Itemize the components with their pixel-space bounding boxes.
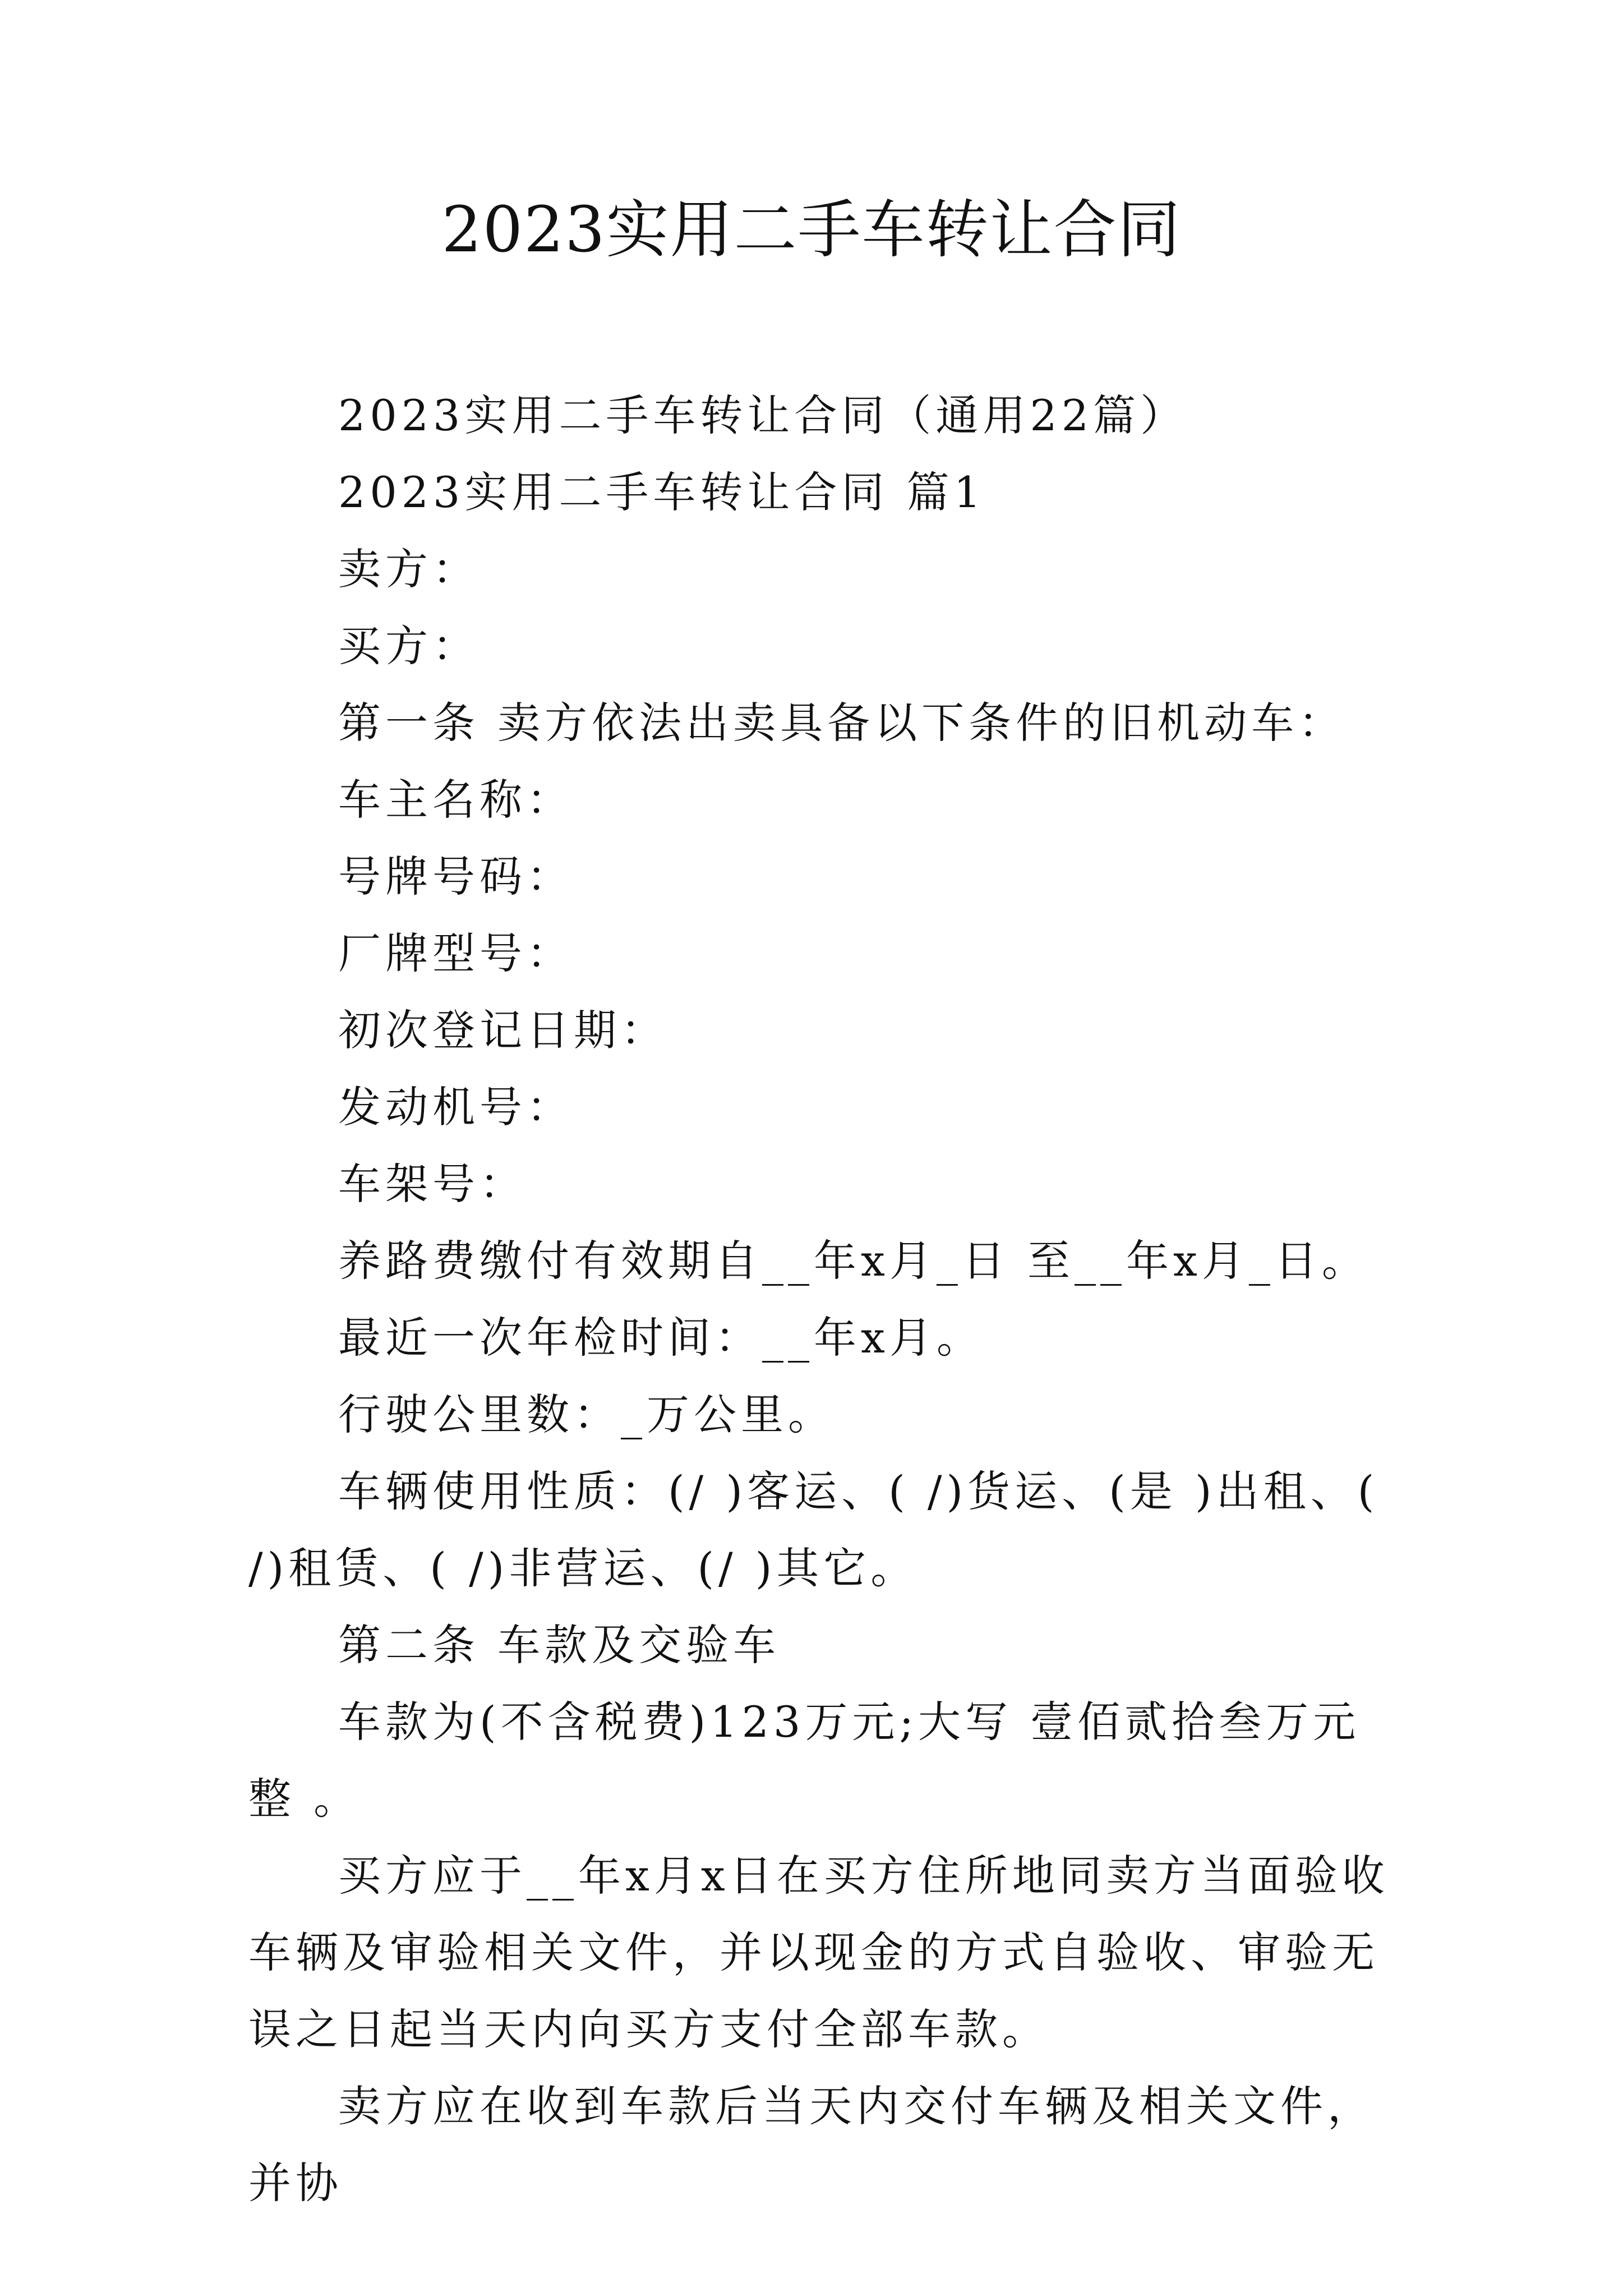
paragraph-article-2: 第二条 车款及交验车 <box>338 1620 781 1670</box>
paragraph-seller: 卖方： <box>338 544 479 594</box>
document-body <box>248 377 1393 2221</box>
paragraph-frame-number: 车架号： <box>338 1159 527 1209</box>
paragraph-article-1: 第一条 卖方依法出卖具备以下条件的旧机动车： <box>338 698 1346 748</box>
document-title: 2023实用二手车转让合同 <box>441 194 1182 266</box>
paragraph-engine-number: 发动机号： <box>338 1082 574 1132</box>
paragraph-brand-model: 厂牌型号： <box>338 928 574 978</box>
paragraph-price: 车款为(不含税费)123万元;大写 壹佰贰拾叁万元整 。 <box>248 1697 1361 1824</box>
paragraph-part-heading: 2023实用二手车转让合同 篇1 <box>338 467 985 517</box>
paragraph-intro-title: 2023实用二手车转让合同（通用22篇） <box>338 390 1188 440</box>
paragraph-mileage: 行驶公里数：_万公里。 <box>338 1389 835 1439</box>
paragraph-vehicle-use: 车辆使用性质：(/ )客运、( /)货运、(是 )出租、( /)租赁、( /)非营运、(/ )其它。 <box>248 1466 1379 1593</box>
paragraph-first-registration: 初次登记日期： <box>338 1005 668 1055</box>
paragraph-plate-number: 号牌号码： <box>338 852 574 901</box>
paragraph-owner-name: 车主名称： <box>338 775 574 825</box>
paragraph-buyer-inspection: 买方应于__年x月x日在买方住所地同卖方当面验收车辆及审验相关文件，并以现金的方式自验收、审验无误之日起当天内向买方支付全部车款。 <box>248 1851 1389 2054</box>
paragraph-buyer: 买方： <box>338 621 479 671</box>
paragraph-last-inspection: 最近一次年检时间：__年x月。 <box>338 1313 984 1363</box>
paragraph-seller-delivery: 卖方应在收到车款后当天内交付车辆及相关文件，并协 <box>248 2081 1375 2208</box>
paragraph-road-fee-validity: 养路费缴付有效期自__年x月_日 至__年x月_日。 <box>338 1236 1369 1286</box>
